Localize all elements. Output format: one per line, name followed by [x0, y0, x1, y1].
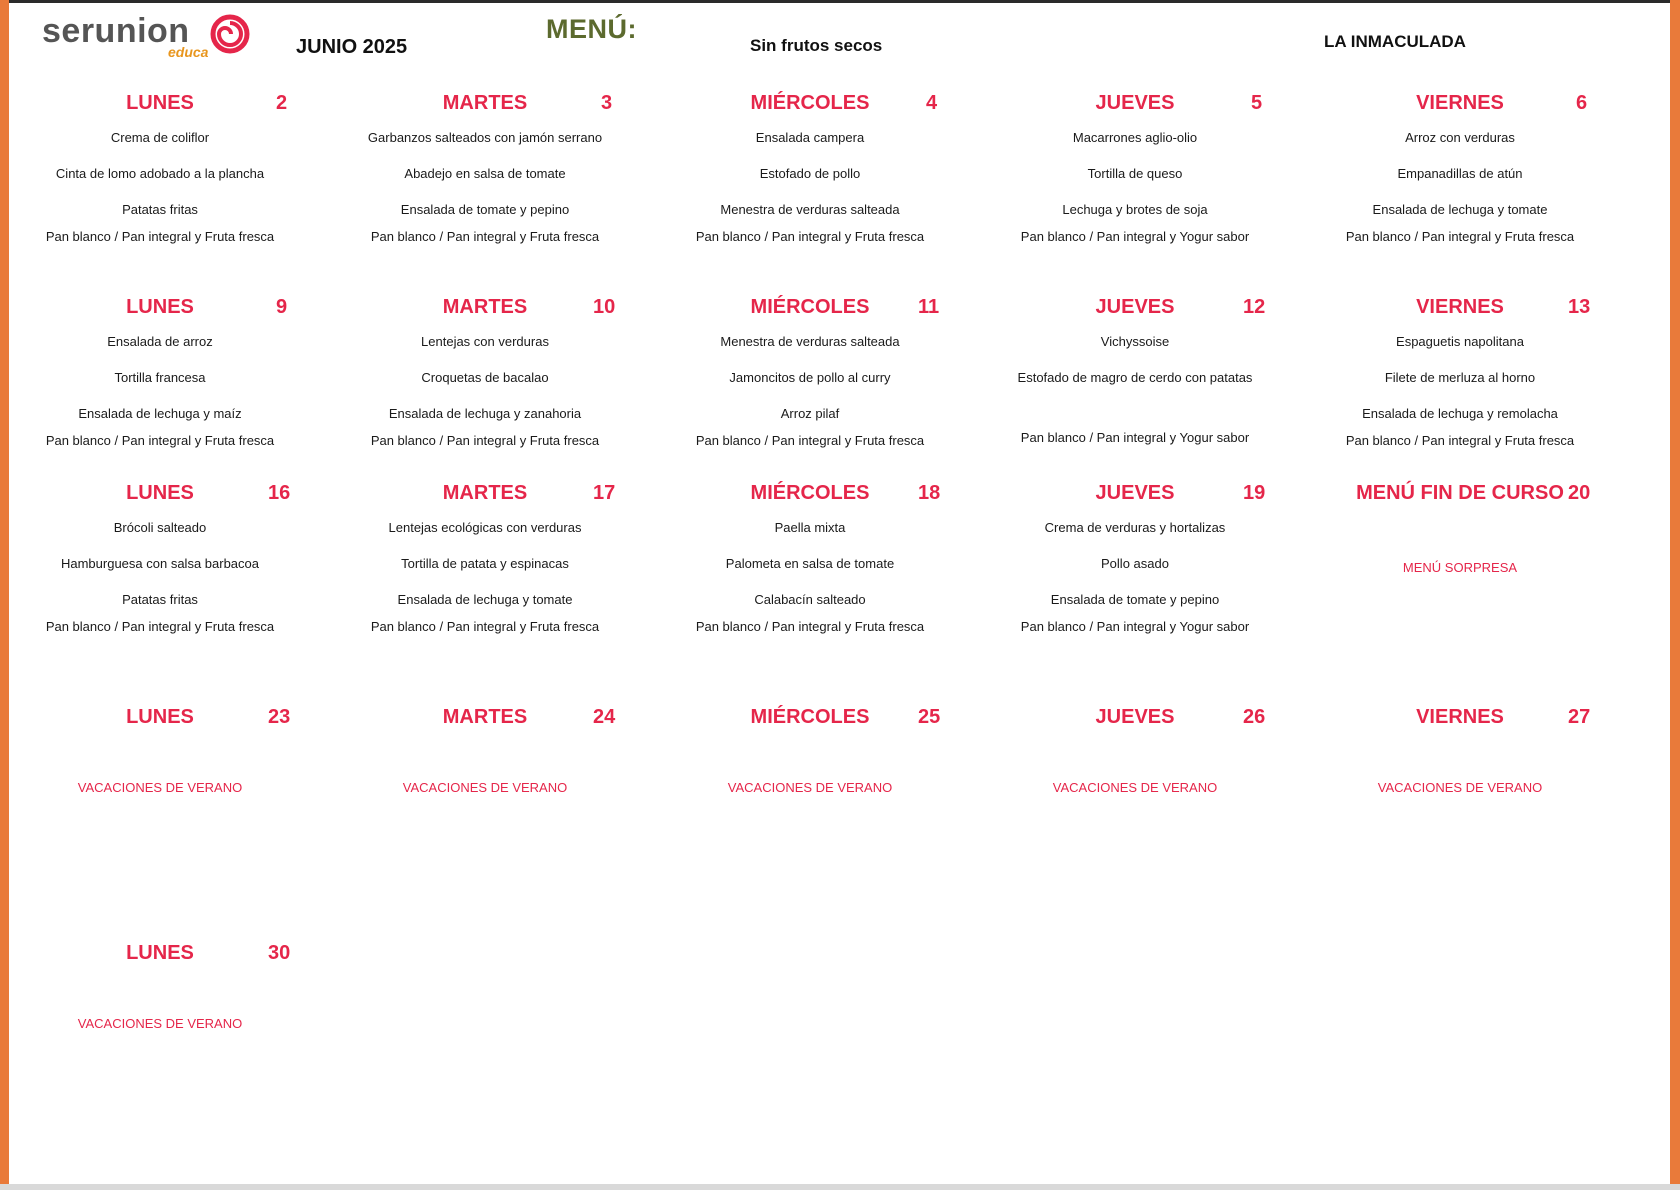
day-cell	[10, 936, 334, 1106]
dish-item: Lentejas ecológicas con verduras	[388, 520, 582, 535]
dish-item: Estofado de magro de cerdo con patatas	[1017, 370, 1253, 385]
day-cell	[10, 290, 334, 460]
day-cell	[1310, 476, 1634, 646]
dish-item: Menestra de verduras salteada	[720, 334, 900, 349]
dish-item: Jamoncitos de pollo al curry	[729, 370, 891, 385]
day-cell	[1310, 700, 1634, 870]
dish-item: Estofado de pollo	[759, 166, 861, 181]
diet-label: Sin frutos secos	[750, 36, 883, 55]
left-edge-strip	[0, 0, 9, 1190]
day-name: JUEVES	[1095, 296, 1175, 318]
serunion-logo	[42, 10, 262, 62]
day-number: 13	[1568, 296, 1591, 318]
day-name: JUEVES	[1095, 482, 1175, 504]
dish-item: Pan blanco / Pan integral y Fruta fresca	[1345, 229, 1575, 244]
day-number: 6	[1576, 92, 1588, 114]
day-cell	[335, 700, 659, 870]
dish-item: Calabacín salteado	[754, 592, 866, 607]
day-cell	[985, 476, 1309, 646]
day-name: MARTES	[442, 92, 528, 114]
school-name: LA INMACULADA	[1324, 32, 1466, 51]
day-name: MIÉRCOLES	[750, 92, 870, 114]
day-number: 17	[593, 482, 616, 504]
top-border	[0, 0, 1680, 3]
dish-item: Pan blanco / Pan integral y Fruta fresca	[370, 433, 600, 448]
dish-item: Abadejo en salsa de tomate	[404, 166, 566, 181]
day-number: 24	[593, 706, 616, 728]
dish-item: Pan blanco / Pan integral y Fruta fresca	[45, 433, 275, 448]
day-name: LUNES	[126, 482, 194, 504]
day-name: LUNES	[126, 296, 194, 318]
menu-title: MENÚ:	[546, 14, 637, 44]
dish-item: Ensalada de lechuga y tomate	[1372, 202, 1548, 217]
dish-item: Paella mixta	[774, 520, 846, 535]
day-number: 3	[601, 92, 613, 114]
dish-item: Arroz pilaf	[780, 406, 840, 421]
dish-item: Hamburguesa con salsa barbacoa	[60, 556, 259, 571]
menu-month: JUNIO 2025	[296, 36, 408, 58]
dish-item: Pan blanco / Pan integral y Fruta fresca	[45, 229, 275, 244]
dish-item: Filete de merluza al horno	[1384, 370, 1536, 385]
day-cell	[335, 290, 659, 460]
dish-item: Ensalada de lechuga y maíz	[78, 406, 242, 421]
dish-item: Palometa en salsa de tomate	[725, 556, 895, 571]
dish-item: Pan blanco / Pan integral y Fruta fresca	[1345, 433, 1575, 448]
dish-item: Pan blanco / Pan integral y Fruta fresca	[370, 619, 600, 634]
day-name: VIERNES	[1416, 92, 1504, 114]
dish-item: Pollo asado	[1101, 556, 1169, 571]
dish-item: Macarrones aglio-olio	[1072, 130, 1198, 145]
dish-item: Pan blanco / Pan integral y Fruta fresca	[695, 229, 925, 244]
dish-item: Patatas fritas	[122, 592, 198, 607]
day-name: VIERNES	[1416, 296, 1504, 318]
day-name: MARTES	[442, 482, 528, 504]
day-cell	[985, 700, 1309, 870]
day-name: MIÉRCOLES	[750, 706, 870, 728]
day-name: MIÉRCOLES	[750, 296, 870, 318]
day-name: JUEVES	[1095, 706, 1175, 728]
day-cell	[335, 86, 659, 256]
dish-item: Ensalada de tomate y pepino	[400, 202, 570, 217]
dish-item: Pan blanco / Pan integral y Fruta fresca	[370, 229, 600, 244]
day-number: 5	[1251, 92, 1263, 114]
dish-item: Pan blanco / Pan integral y Fruta fresca	[45, 619, 275, 634]
day-number: 4	[926, 92, 938, 114]
day-number: 20	[1568, 482, 1591, 504]
day-cell	[985, 86, 1309, 256]
day-note: MENÚ SORPRESA	[1402, 560, 1518, 575]
dish-item: Crema de coliflor	[110, 130, 210, 145]
dish-item: Pan blanco / Pan integral y Yogur sabor	[1020, 229, 1250, 244]
day-number: 12	[1243, 296, 1266, 318]
day-number: 19	[1243, 482, 1266, 504]
day-note: VACACIONES DE VERANO	[1052, 780, 1218, 795]
logo-text: serunion	[42, 12, 190, 50]
day-number: 27	[1568, 706, 1591, 728]
dish-item: Lentejas con verduras	[421, 334, 549, 349]
dish-item: Ensalada de lechuga y tomate	[397, 592, 573, 607]
day-cell	[10, 476, 334, 646]
dish-item: Menestra de verduras salteada	[720, 202, 900, 217]
dish-item: Arroz con verduras	[1405, 130, 1515, 145]
day-note: VACACIONES DE VERANO	[402, 780, 568, 795]
day-cell	[1310, 86, 1634, 256]
logo-subtext: educa	[168, 44, 209, 60]
day-cell	[10, 86, 334, 256]
dish-item: Tortilla de patata y espinacas	[401, 556, 569, 571]
dish-item: Brócoli salteado	[113, 520, 207, 535]
day-cell	[660, 476, 984, 646]
day-number: 26	[1243, 706, 1266, 728]
dish-item: Pan blanco / Pan integral y Yogur sabor	[1020, 619, 1250, 634]
dish-item: Tortilla de queso	[1087, 166, 1183, 181]
dish-item: Tortilla francesa	[114, 370, 206, 385]
day-name: MENÚ FIN DE CURSO	[1356, 482, 1564, 504]
bottom-edge	[0, 1184, 1680, 1190]
day-name: MIÉRCOLES	[750, 482, 870, 504]
dish-item: Espaguetis napolitana	[1396, 334, 1524, 349]
day-cell	[660, 86, 984, 256]
dish-item: Ensalada de lechuga y zanahoria	[388, 406, 582, 421]
day-name: LUNES	[126, 92, 194, 114]
day-name: LUNES	[126, 706, 194, 728]
dish-item: Cinta de lomo adobado a la plancha	[55, 166, 265, 181]
dish-item: Ensalada campera	[755, 130, 865, 145]
day-cell	[1310, 290, 1634, 460]
day-name: MARTES	[442, 296, 528, 318]
dish-item: Croquetas de bacalao	[421, 370, 549, 385]
day-name: VIERNES	[1416, 706, 1504, 728]
right-edge-strip	[1670, 0, 1680, 1190]
dish-item: Garbanzos salteados con jamón serrano	[367, 130, 603, 145]
day-cell	[335, 476, 659, 646]
day-number: 18	[918, 482, 941, 504]
day-number: 25	[918, 706, 941, 728]
day-number: 10	[593, 296, 616, 318]
day-note: VACACIONES DE VERANO	[77, 780, 243, 795]
day-cell	[985, 290, 1309, 460]
day-cell	[10, 700, 334, 870]
dish-item: Vichyssoise	[1100, 334, 1170, 349]
day-note: VACACIONES DE VERANO	[727, 780, 893, 795]
dish-item: Pan blanco / Pan integral y Fruta fresca	[695, 619, 925, 634]
day-number: 11	[918, 296, 940, 318]
day-name: MARTES	[442, 706, 528, 728]
logo-swirl-icon	[210, 14, 250, 54]
day-cell	[660, 290, 984, 460]
day-number: 2	[276, 92, 288, 114]
day-note: VACACIONES DE VERANO	[77, 1016, 243, 1031]
day-note: VACACIONES DE VERANO	[1377, 780, 1543, 795]
day-number: 9	[276, 296, 288, 318]
dish-item: Ensalada de lechuga y remolacha	[1362, 406, 1558, 421]
dish-item: Ensalada de tomate y pepino	[1050, 592, 1220, 607]
dish-item: Crema de verduras y hortalizas	[1044, 520, 1226, 535]
day-number: 16	[268, 482, 291, 504]
dish-item: Empanadillas de atún	[1397, 166, 1523, 181]
day-name: LUNES	[126, 942, 194, 964]
day-number: 23	[268, 706, 291, 728]
dish-item: Patatas fritas	[122, 202, 198, 217]
day-number: 30	[268, 942, 291, 964]
dish-item: Ensalada de arroz	[107, 334, 213, 349]
dish-item: Lechuga y brotes de soja	[1062, 202, 1208, 217]
dish-item: Pan blanco / Pan integral y Yogur sabor	[1020, 430, 1250, 445]
day-name: JUEVES	[1095, 92, 1175, 114]
day-cell	[660, 700, 984, 870]
dish-item: Pan blanco / Pan integral y Fruta fresca	[695, 433, 925, 448]
